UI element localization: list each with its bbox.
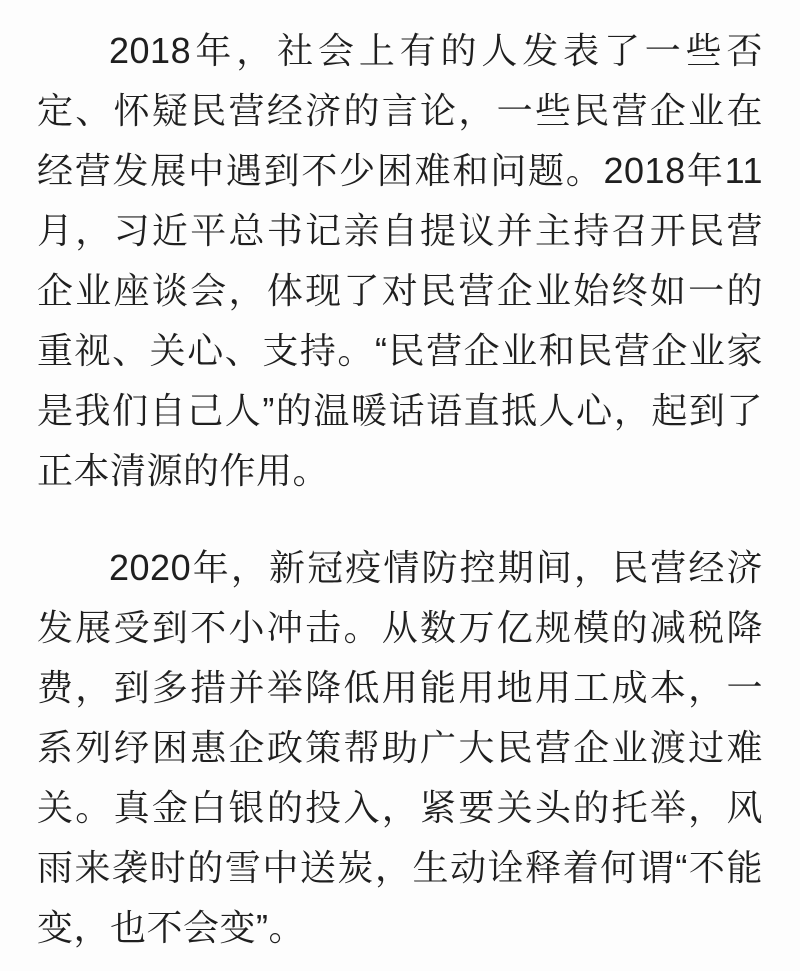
paragraph-2020: 2020年，新冠疫情防控期间，民营经济发展受到不小冲击。从数万亿规模的减税降费，到多措并举降低用能用地用工成本，一系列纾困惠企政策帮助广大民营企业渡过难关。真金白银的投入，紧要关头的托举，风雨来袭时的雪中送炭，生动诠释着何谓“不能变，也不会变”。 [37, 547, 763, 948]
paragraph-2018: 2018年，社会上有的人发表了一些否定、怀疑民营经济的言论，一些民营企业在经营发展中遇到不少困难和问题。2018年11月，习近平总书记亲自提议并主持召开民营企业座谈会，体现了对民营企业始终如一的重视、关心、支持。“民营企业和民营企业家是我们自己人”的温暖话语直抵人心，起到了正本清源的作用。 [37, 30, 763, 491]
